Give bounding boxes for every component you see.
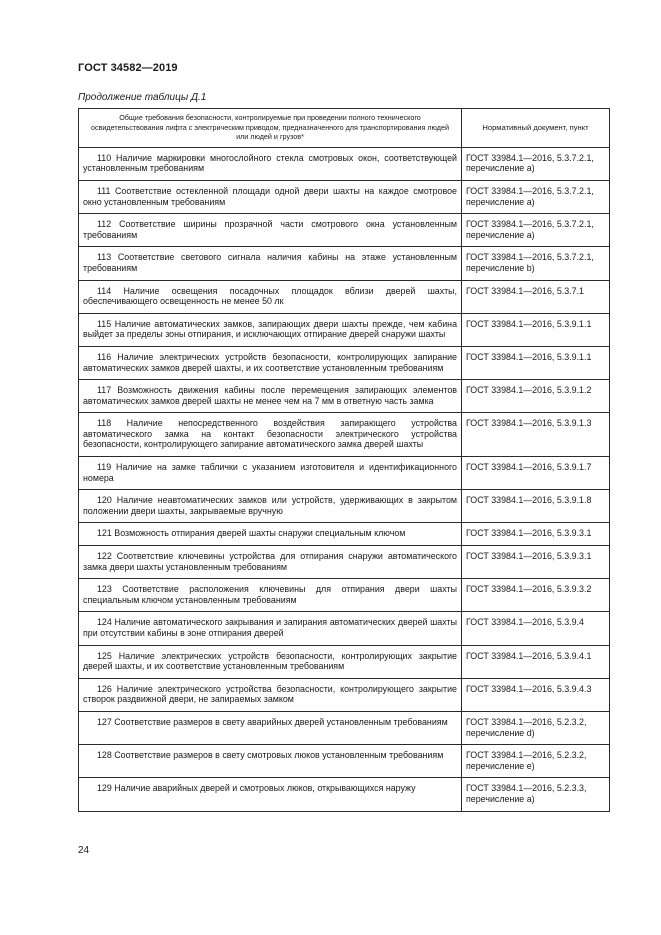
table-row: [79, 745, 610, 778]
header-normative-document: Нормативный документ, пункт: [462, 109, 610, 148]
table-row: [79, 711, 610, 744]
reference-cell: ГОСТ 33984.1—2016, 5.3.7.2.1, перечисление а): [462, 214, 610, 247]
reference-cell: ГОСТ 33984.1—2016, 5.3.9.1.3: [462, 413, 610, 457]
table-row: [79, 490, 610, 523]
table-row: [79, 180, 610, 213]
table-row: [79, 546, 610, 579]
table-row: [79, 612, 610, 645]
table-row: [79, 380, 610, 413]
reference-cell: ГОСТ 33984.1—2016, 5.2.3.2, перечисление d): [462, 711, 610, 744]
reference-cell: ГОСТ 33984.1—2016, 5.3.7.2.1, перечисление а): [462, 147, 610, 180]
requirement-cell: 111 Соответствие остекленной площади одной двери шахты на каждое смотровое окно установленным требованиям: [79, 180, 462, 213]
requirement-cell: 116 Наличие электрических устройств безопасности, контролирующих запирание автоматических замков дверей шахты, и их соответствие установленным требованиям: [79, 346, 462, 379]
reference-cell: ГОСТ 33984.1—2016, 5.3.9.4.3: [462, 678, 610, 711]
requirement-cell: 125 Наличие электрических устройств безопасности, контролирующих закрытие дверей шахты, и их соответствие установленным требованиям: [79, 645, 462, 678]
table-row: [79, 523, 610, 546]
table-row: [79, 579, 610, 612]
table-row: [79, 346, 610, 379]
requirement-cell: 113 Соответствие светового сигнала наличия кабины на этаже установленным требованиям: [79, 247, 462, 280]
reference-cell: ГОСТ 33984.1—2016, 5.3.7.2.1, перечисление b): [462, 247, 610, 280]
header-requirements: Общие требования безопасности, контролируемые при проведении полного технического освидетельствования лифта с электрическим приводом, предназначенного для транспортирования людей или людей и грузов*: [79, 109, 462, 148]
table-row: [79, 457, 610, 490]
table-row: [79, 778, 610, 811]
reference-cell: ГОСТ 33984.1—2016, 5.3.9.4: [462, 612, 610, 645]
requirement-cell: 122 Соответствие ключевины устройства для отпирания снаружи автоматического замка двери шахты установленным требованиям: [79, 546, 462, 579]
requirement-cell: 129 Наличие аварийных дверей и смотровых люков, открывающихся наружу: [79, 778, 462, 811]
table-row: [79, 280, 610, 313]
requirement-cell: 112 Соответствие ширины прозрачной части смотрового окна установленным требованиям: [79, 214, 462, 247]
table-row: [79, 313, 610, 346]
reference-cell: ГОСТ 33984.1—2016, 5.3.9.3.1: [462, 546, 610, 579]
table-caption: Продолжение таблицы Д.1: [78, 92, 207, 103]
table-row: [79, 214, 610, 247]
reference-cell: ГОСТ 33984.1—2016, 5.3.9.1.8: [462, 490, 610, 523]
requirement-cell: 124 Наличие автоматического закрывания и запирания автоматических дверей шахты при отсутствии кабины в зоне отпирания дверей: [79, 612, 462, 645]
reference-cell: ГОСТ 33984.1—2016, 5.2.3.2, перечисление е): [462, 745, 610, 778]
reference-cell: ГОСТ 33984.1—2016, 5.3.7.2.1, перечисление а): [462, 180, 610, 213]
reference-cell: ГОСТ 33984.1—2016, 5.3.9.3.1: [462, 523, 610, 546]
requirement-cell: 123 Соответствие расположения ключевины для отпирания двери шахты специальным ключом установленным требованиям: [79, 579, 462, 612]
document-header: ГОСТ 34582—2019: [78, 62, 178, 74]
table-row: [79, 147, 610, 180]
reference-cell: ГОСТ 33984.1—2016, 5.3.9.3.2: [462, 579, 610, 612]
requirements-table: [78, 108, 610, 812]
table-header-row: [79, 109, 610, 148]
requirement-cell: 118 Наличие непосредственного воздействия запирающего устройства автоматического замка на контакт безопасности электрического устройства безопасности, контролирующего запирание автоматического замка дверей шахты: [79, 413, 462, 457]
requirement-cell: 119 Наличие на замке таблички с указанием изготовителя и идентификационного номера: [79, 457, 462, 490]
reference-cell: ГОСТ 33984.1—2016, 5.3.9.4.1: [462, 645, 610, 678]
reference-cell: ГОСТ 33984.1—2016, 5.3.9.1.1: [462, 313, 610, 346]
reference-cell: ГОСТ 33984.1—2016, 5.3.9.1.1: [462, 346, 610, 379]
requirement-cell: 115 Наличие автоматических замков, запирающих двери шахты прежде, чем кабина выйдет за пределы зоны отпирания, и исключающих отпирание дверей снаружи шахты: [79, 313, 462, 346]
table-row: [79, 645, 610, 678]
requirement-cell: 110 Наличие маркировки многослойного стекла смотровых окон, соответствующей установленным требованиям: [79, 147, 462, 180]
requirement-cell: 120 Наличие неавтоматических замков или устройств, удерживающих в закрытом положении двери шахты, закрываемые вручную: [79, 490, 462, 523]
table-row: [79, 247, 610, 280]
requirement-cell: 114 Наличие освещения посадочных площадок вблизи дверей шахты, обеспечивающего освещенность не менее 50 лк: [79, 280, 462, 313]
reference-cell: ГОСТ 33984.1—2016, 5.3.9.1.2: [462, 380, 610, 413]
page-number: 24: [78, 845, 90, 856]
reference-cell: ГОСТ 33984.1—2016, 5.3.9.1.7: [462, 457, 610, 490]
requirement-cell: 128 Соответствие размеров в свету смотровых люков установленным требованиям: [79, 745, 462, 778]
reference-cell: ГОСТ 33984.1—2016, 5.3.7.1: [462, 280, 610, 313]
requirement-cell: 126 Наличие электрического устройства безопасности, контролирующего закрытие створок раздвижной двери, не запираемых замком: [79, 678, 462, 711]
table-row: [79, 678, 610, 711]
table-row: [79, 413, 610, 457]
reference-cell: ГОСТ 33984.1—2016, 5.2.3.3, перечисление а): [462, 778, 610, 811]
requirement-cell: 117 Возможность движения кабины после перемещения запирающих элементов автоматических замков дверей шахты не менее чем на 7 мм в ответную часть замка: [79, 380, 462, 413]
requirement-cell: 121 Возможность отпирания дверей шахты снаружи специальным ключом: [79, 523, 462, 546]
requirement-cell: 127 Соответствие размеров в свету аварийных дверей установленным требованиям: [79, 711, 462, 744]
